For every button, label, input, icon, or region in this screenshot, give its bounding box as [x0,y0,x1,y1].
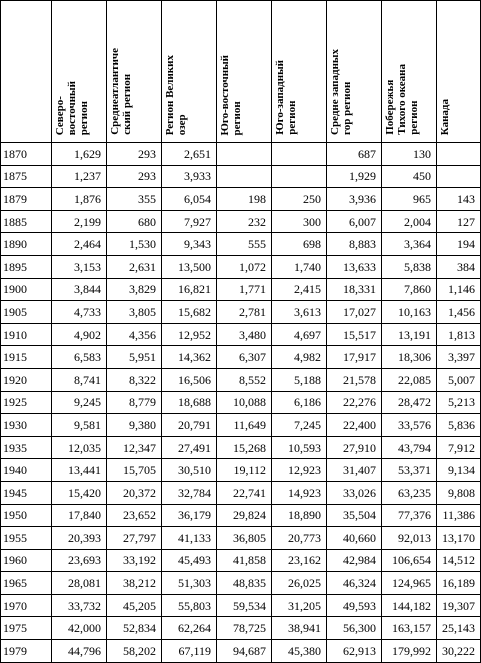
value-cell: 3,933 [162,165,217,188]
year-cell: 1955 [1,527,52,550]
year-cell: 1875 [1,165,52,188]
value-cell: 1,530 [107,233,162,256]
value-cell: 20,372 [107,481,162,504]
table-row [1,255,481,278]
value-cell: 2,004 [382,210,437,233]
value-cell: 22,276 [327,391,382,414]
value-cell: 5,188 [272,368,327,391]
value-cell: 1,629 [52,143,107,166]
value-cell: 5,213 [437,391,481,414]
value-cell: 30,222 [437,640,481,663]
value-cell: 16,821 [162,278,217,301]
year-cell: 1879 [1,188,52,211]
value-cell: 18,688 [162,391,217,414]
header-canada: Канада [437,1,481,143]
year-cell: 1870 [1,143,52,166]
value-cell: 9,134 [437,459,481,482]
value-cell: 5,007 [437,368,481,391]
table-row [1,391,481,414]
value-cell: 555 [217,233,272,256]
value-cell: 6,583 [52,346,107,369]
value-cell: 7,245 [272,414,327,437]
value-cell: 14,512 [437,549,481,572]
value-cell: 62,913 [327,640,382,663]
value-cell: 2,631 [107,255,162,278]
value-cell [272,143,327,166]
value-cell: 28,081 [52,572,107,595]
value-cell: 300 [272,210,327,233]
value-cell: 23,162 [272,549,327,572]
value-cell: 124,965 [382,572,437,595]
value-cell: 25,143 [437,617,481,640]
value-cell: 3,613 [272,301,327,324]
value-cell: 3,480 [217,323,272,346]
value-cell: 15,268 [217,436,272,459]
value-cell: 27,797 [107,527,162,550]
value-cell: 21,578 [327,368,382,391]
value-cell: 4,902 [52,323,107,346]
value-cell: 49,593 [327,594,382,617]
value-cell: 4,356 [107,323,162,346]
value-cell: 22,400 [327,414,382,437]
table-row [1,210,481,233]
value-cell: 2,199 [52,210,107,233]
value-cell: 1,740 [272,255,327,278]
value-cell: 198 [217,188,272,211]
value-cell: 12,035 [52,436,107,459]
value-cell [272,165,327,188]
value-cell: 41,858 [217,549,272,572]
table-row [1,640,481,663]
table-row [1,368,481,391]
year-cell: 1930 [1,414,52,437]
value-cell: 36,805 [217,527,272,550]
year-cell: 1950 [1,504,52,527]
table-row [1,414,481,437]
value-cell: 17,917 [327,346,382,369]
value-cell: 1,237 [52,165,107,188]
table-row [1,459,481,482]
value-cell: 22,085 [382,368,437,391]
value-cell: 43,794 [382,436,437,459]
value-cell: 4,982 [272,346,327,369]
value-cell: 9,808 [437,481,481,504]
value-cell: 3,829 [107,278,162,301]
value-cell: 22,741 [217,481,272,504]
value-cell: 11,386 [437,504,481,527]
value-cell: 40,660 [327,527,382,550]
year-cell: 1920 [1,368,52,391]
value-cell: 20,393 [52,527,107,550]
value-cell: 450 [382,165,437,188]
value-cell: 106,654 [382,549,437,572]
header-year [1,1,52,143]
value-cell: 1,146 [437,278,481,301]
value-cell: 6,054 [162,188,217,211]
value-cell: 45,380 [272,640,327,663]
value-cell: 1,876 [52,188,107,211]
value-cell: 36,179 [162,504,217,527]
year-cell: 1910 [1,323,52,346]
value-cell: 10,088 [217,391,272,414]
value-cell: 12,923 [272,459,327,482]
value-cell: 6,007 [327,210,382,233]
value-cell: 3,844 [52,278,107,301]
year-cell: 1940 [1,459,52,482]
value-cell: 26,025 [272,572,327,595]
value-cell: 1,456 [437,301,481,324]
value-cell: 48,835 [217,572,272,595]
value-cell: 355 [107,188,162,211]
value-cell: 18,890 [272,504,327,527]
value-cell: 232 [217,210,272,233]
value-cell: 19,112 [217,459,272,482]
value-cell [217,143,272,166]
value-cell: 18,331 [327,278,382,301]
value-cell: 6,307 [217,346,272,369]
value-cell: 6,186 [272,391,327,414]
year-cell: 1915 [1,346,52,369]
table-row [1,527,481,550]
value-cell: 4,733 [52,301,107,324]
value-cell: 45,205 [107,594,162,617]
table-row [1,188,481,211]
table-row [1,504,481,527]
value-cell: 127 [437,210,481,233]
year-cell: 1970 [1,594,52,617]
value-cell: 28,472 [382,391,437,414]
value-cell: 9,581 [52,414,107,437]
value-cell: 18,306 [382,346,437,369]
value-cell: 33,192 [107,549,162,572]
value-cell: 55,803 [162,594,217,617]
value-cell: 20,773 [272,527,327,550]
value-cell: 13,191 [382,323,437,346]
value-cell: 23,652 [107,504,162,527]
value-cell: 31,407 [327,459,382,482]
year-cell: 1925 [1,391,52,414]
table-row [1,617,481,640]
value-cell: 33,732 [52,594,107,617]
table-row [1,436,481,459]
value-cell: 44,796 [52,640,107,663]
value-cell: 8,322 [107,368,162,391]
value-cell: 7,860 [382,278,437,301]
value-cell: 14,362 [162,346,217,369]
value-cell: 19,307 [437,594,481,617]
value-cell: 17,027 [327,301,382,324]
value-cell: 94,687 [217,640,272,663]
value-cell: 32,784 [162,481,217,504]
value-cell: 51,303 [162,572,217,595]
header-great-lakes-region: Регион Великих озер [162,1,217,143]
value-cell: 130 [382,143,437,166]
value-cell: 8,883 [327,233,382,256]
value-cell: 680 [107,210,162,233]
value-cell: 45,493 [162,549,217,572]
value-cell: 42,984 [327,549,382,572]
year-cell: 1895 [1,255,52,278]
year-cell: 1885 [1,210,52,233]
value-cell: 16,189 [437,572,481,595]
year-cell: 1900 [1,278,52,301]
value-cell: 78,725 [217,617,272,640]
table-row [1,301,481,324]
value-cell: 293 [107,143,162,166]
value-cell: 2,464 [52,233,107,256]
value-cell: 687 [327,143,382,166]
value-cell: 16,506 [162,368,217,391]
value-cell: 14,923 [272,481,327,504]
value-cell: 1,813 [437,323,481,346]
year-cell: 1905 [1,301,52,324]
value-cell: 15,517 [327,323,382,346]
table-row [1,278,481,301]
value-cell: 23,693 [52,549,107,572]
value-cell: 3,153 [52,255,107,278]
table-body [1,143,481,663]
value-cell: 10,593 [272,436,327,459]
value-cell: 384 [437,255,481,278]
header-pacific-coast-region: Побережья Тихого океана регион [382,1,437,143]
table-header [1,1,481,143]
value-cell: 4,697 [272,323,327,346]
value-cell: 5,836 [437,414,481,437]
value-cell: 8,741 [52,368,107,391]
value-cell: 2,781 [217,301,272,324]
value-cell [437,143,481,166]
value-cell: 9,343 [162,233,217,256]
value-cell: 7,927 [162,210,217,233]
value-cell: 67,119 [162,640,217,663]
value-cell: 698 [272,233,327,256]
table-row [1,233,481,256]
value-cell: 42,000 [52,617,107,640]
value-cell [217,165,272,188]
value-cell: 1,929 [327,165,382,188]
table-row [1,346,481,369]
value-cell: 3,805 [107,301,162,324]
header-mountain-west-region: Средне западных гор регион [327,1,382,143]
value-cell: 20,791 [162,414,217,437]
value-cell: 38,941 [272,617,327,640]
value-cell: 62,264 [162,617,217,640]
value-cell: 29,824 [217,504,272,527]
year-cell: 1945 [1,481,52,504]
table-row [1,323,481,346]
table-row [1,594,481,617]
header-mid-atlantic-region: Среднеатлантиче ский регион [107,1,162,143]
year-cell: 1975 [1,617,52,640]
value-cell: 143 [437,188,481,211]
value-cell: 1,771 [217,278,272,301]
value-cell: 12,952 [162,323,217,346]
value-cell: 3,364 [382,233,437,256]
value-cell: 293 [107,165,162,188]
value-cell: 15,705 [107,459,162,482]
value-cell: 30,510 [162,459,217,482]
value-cell: 194 [437,233,481,256]
table-row [1,481,481,504]
value-cell: 3,397 [437,346,481,369]
value-cell: 35,504 [327,504,382,527]
value-cell: 52,834 [107,617,162,640]
value-cell: 38,212 [107,572,162,595]
value-cell: 10,163 [382,301,437,324]
value-cell: 3,936 [327,188,382,211]
value-cell: 7,912 [437,436,481,459]
value-cell: 5,951 [107,346,162,369]
value-cell: 13,441 [52,459,107,482]
year-cell: 1935 [1,436,52,459]
table-row [1,165,481,188]
value-cell: 163,157 [382,617,437,640]
value-cell: 33,576 [382,414,437,437]
value-cell: 53,371 [382,459,437,482]
value-cell: 46,324 [327,572,382,595]
value-cell: 58,202 [107,640,162,663]
value-cell: 13,170 [437,527,481,550]
value-cell: 11,649 [217,414,272,437]
value-cell: 179,992 [382,640,437,663]
value-cell: 12,347 [107,436,162,459]
value-cell: 13,633 [327,255,382,278]
value-cell: 9,380 [107,414,162,437]
value-cell: 5,838 [382,255,437,278]
value-cell: 250 [272,188,327,211]
value-cell: 8,779 [107,391,162,414]
header-northeast-region: Северо- восточный регион [52,1,107,143]
value-cell: 144,182 [382,594,437,617]
value-cell: 92,013 [382,527,437,550]
value-cell: 59,534 [217,594,272,617]
value-cell: 965 [382,188,437,211]
header-row [1,1,481,143]
value-cell: 8,552 [217,368,272,391]
value-cell: 9,245 [52,391,107,414]
value-cell: 15,682 [162,301,217,324]
value-cell: 41,133 [162,527,217,550]
value-cell: 17,840 [52,504,107,527]
value-cell: 2,415 [272,278,327,301]
value-cell: 27,491 [162,436,217,459]
value-cell: 31,205 [272,594,327,617]
year-cell: 1979 [1,640,52,663]
value-cell: 1,072 [217,255,272,278]
value-cell: 56,300 [327,617,382,640]
header-southeast-region: Юго-восточный регион [217,1,272,143]
year-cell: 1965 [1,572,52,595]
year-cell: 1890 [1,233,52,256]
value-cell: 63,235 [382,481,437,504]
value-cell [437,165,481,188]
value-cell: 33,026 [327,481,382,504]
year-cell: 1960 [1,549,52,572]
value-cell: 27,910 [327,436,382,459]
table-row [1,143,481,166]
header-southwest-region: Юго-западный регион [272,1,327,143]
value-cell: 2,651 [162,143,217,166]
value-cell: 15,420 [52,481,107,504]
value-cell: 13,500 [162,255,217,278]
value-cell: 77,376 [382,504,437,527]
table-row [1,549,481,572]
